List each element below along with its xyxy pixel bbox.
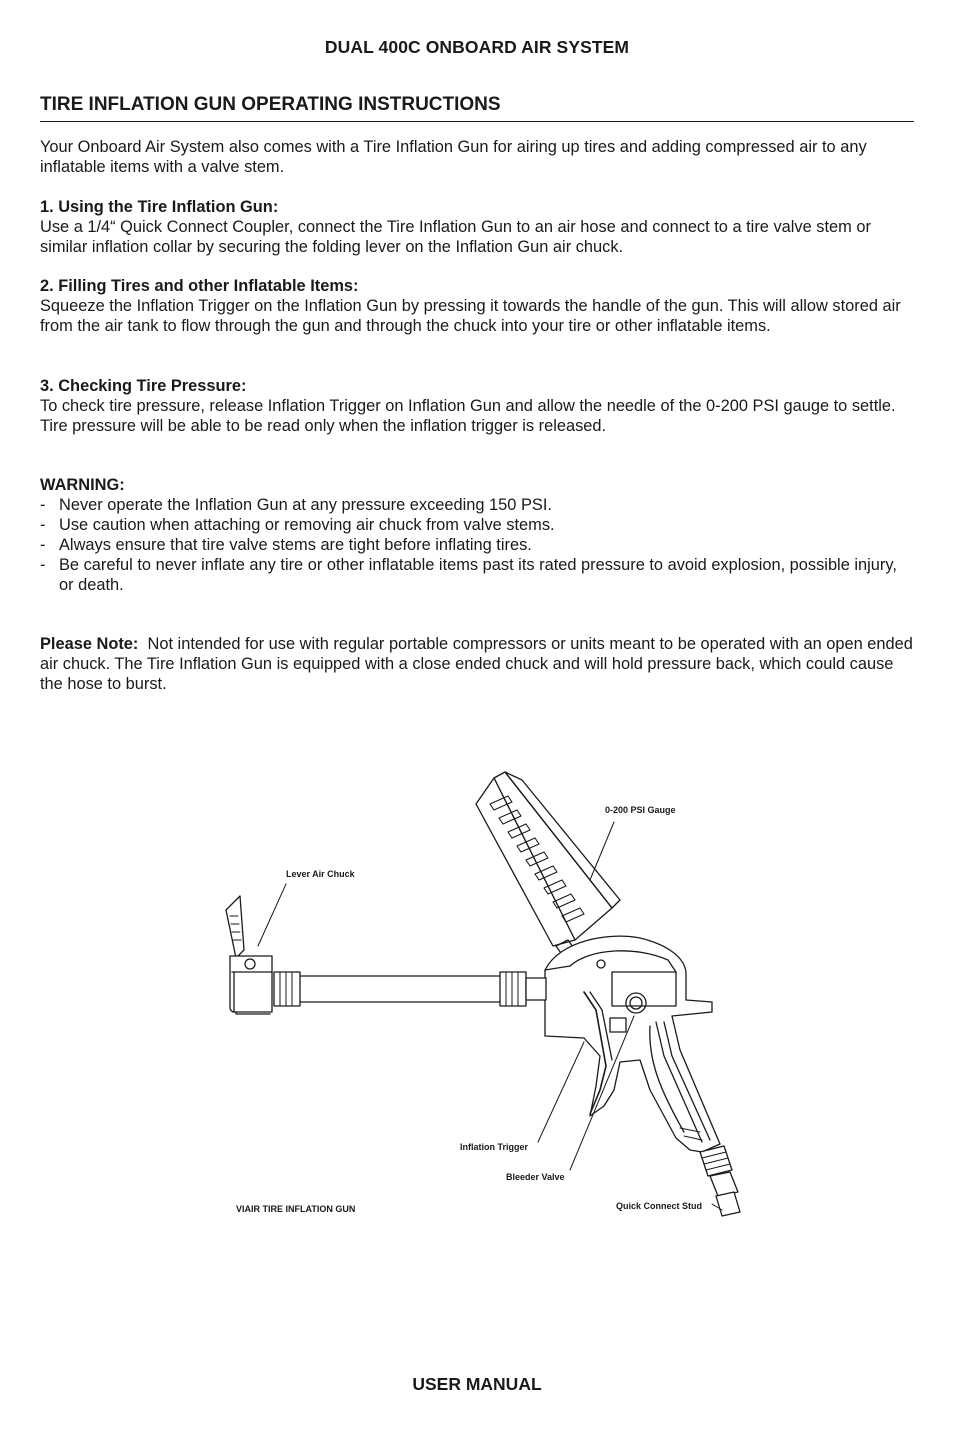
step-1-heading: 1. Using the Tire Inflation Gun:	[40, 198, 279, 216]
label-psi-gauge: 0-200 PSI Gauge	[605, 805, 676, 815]
warning-heading: WARNING:	[40, 476, 125, 494]
note-label: Please Note:	[40, 635, 139, 653]
diagram-caption: VIAIR TIRE INFLATION GUN	[236, 1204, 356, 1214]
step-3-text: To check tire pressure, release Inflation Trigger on Inflation Gun and allow the needle of the 0-200 PSI gauge to settle. Tire pressure will be able to be read only when the inflation trigger is released.	[40, 396, 896, 435]
step-2	[40, 277, 914, 337]
warning-item: - Be careful to never inflate any tire or other inflatable items past its rated pressure to avoid explosion, possible injury, or death.	[40, 555, 897, 594]
warning-list	[40, 496, 914, 596]
warning-item: - Always ensure that tire valve stems are tight before inflating tires.	[40, 535, 532, 554]
label-inflation-trigger: Inflation Trigger	[460, 1142, 529, 1152]
step-2-text: Squeeze the Inflation Trigger on the Inflation Gun by pressing it towards the handle of the gun. This will allow stored air from the air tank to flow through the gun and through the chuck into your tire or other inflatable items.	[40, 296, 901, 335]
section-divider	[40, 121, 914, 122]
label-bleeder-valve: Bleeder Valve	[506, 1172, 565, 1182]
page-header: DUAL 400C ONBOARD AIR SYSTEM	[324, 37, 630, 57]
intro-paragraph	[40, 138, 914, 178]
step-3	[40, 377, 914, 437]
quick-connect-stud-icon	[700, 1146, 740, 1216]
step-1-text: Use a 1/4“ Quick Connect Coupler, connect the Tire Inflation Gun to an air hose and connect to a tire valve stem or similar inflation collar by securing the folding lever on the Inflation Gun air chuck.	[40, 217, 871, 256]
extension-tube-icon	[274, 972, 546, 1006]
intro-text: Your Onboard Air System also comes with a Tire Inflation Gun for airing up tires and adding compressed air to any inflatable items with a valve stem.	[40, 138, 867, 176]
label-quick-connect-stud: Quick Connect Stud	[616, 1201, 703, 1211]
step-2-heading: 2. Filling Tires and other Inflatable Items:	[40, 277, 359, 295]
inflation-gun-illustration	[0, 760, 954, 1240]
note-block	[40, 635, 914, 695]
gun-body-icon	[545, 936, 720, 1152]
step-3-heading: 3. Checking Tire Pressure:	[40, 377, 247, 395]
warning-block	[40, 476, 914, 595]
note-text	[40, 635, 914, 695]
lever-air-chuck-icon	[226, 896, 272, 1014]
warning-item: - Use caution when attaching or removing air chuck from valve stems.	[40, 515, 555, 534]
warning-item: - Never operate the Inflation Gun at any pressure exceeding 150 PSI.	[40, 495, 552, 514]
inflation-gun-diagram	[0, 760, 954, 1240]
note-body: Not intended for use with regular portable compressors or units meant to be operated with an open ended air chuck. The Tire Inflation Gun is equipped with a close ended chuck and will hold pressure back, which could cause the hose to burst.	[40, 635, 913, 693]
step-1	[40, 198, 914, 258]
section-title: TIRE INFLATION GUN OPERATING INSTRUCTIONS	[40, 94, 501, 115]
label-lever-air-chuck: Lever Air Chuck	[286, 869, 355, 879]
page-footer: USER MANUAL	[412, 1374, 542, 1394]
